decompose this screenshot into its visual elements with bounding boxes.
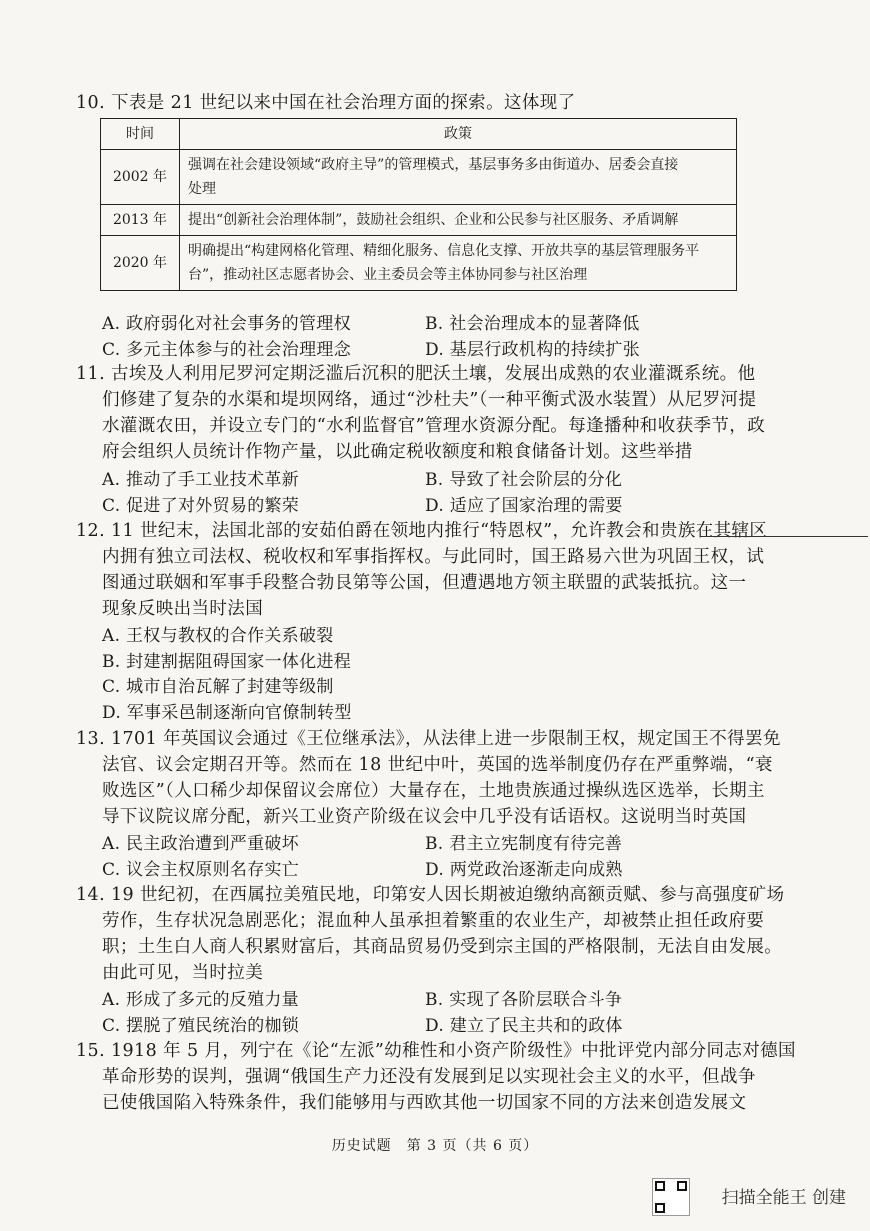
table-row [101,236,737,291]
q13-option-c: C. 议会主权原则名存实亡 [102,860,300,880]
q11-option-b: B. 导致了社会阶层的分化 [425,470,623,490]
q12-option-c: C. 城市自治瓦解了封建等级制 [102,677,334,697]
table-header-policy: 政策 [180,119,737,150]
q10-option-a: A. 政府弱化对社会事务的管理权 [102,314,351,334]
q14-stem-line: 劳作，生存状况急剧恶化；混血种人虽承担着繁重的农业生产，却被禁止担任政府要 [102,911,765,931]
table-cell-policy: 提出“创新社会治理体制”，鼓励社会组织、企业和公民参与社区服务、矛盾调解 [180,205,737,236]
q12-stem-line: 内拥有独立司法权、税收权和军事指挥权。与此同时，国王路易六世为巩固王权，试 [102,547,765,567]
q13-stem-line: 导下议院议席分配，新兴工业资产阶级在议会中几乎没有话语权。这说明当时英国 [102,807,747,827]
q10-option-c: C. 多元主体参与的社会治理理念 [102,340,352,360]
q10-option-b: B. 社会治理成本的显著降低 [425,314,640,334]
q12-option-b: B. 封建割据阻碍国家一体化进程 [102,652,352,672]
q14-option-c: C. 摆脱了殖民统治的枷锁 [102,1016,300,1036]
q12-option-d: D. 军事采邑制逐渐向官僚制转型 [102,703,352,723]
q13-option-d: D. 两党政治逐渐走向成熟 [425,860,623,880]
q13-stem-line: 法官、议会定期召开等。然而在 18 世纪中叶，英国的选举制度仍存在严重弊端，“衰 [102,755,773,775]
q13-option-b: B. 君主立宪制度有待完善 [425,834,623,854]
q14-option-d: D. 建立了民主共和的政体 [425,1016,623,1036]
table-cell-year: 2020 年 [101,236,180,291]
q14-stem-line: 14. 19 世纪初，在西属拉美殖民地，印第安人因长期被迫缴纳高额贡赋、参与高强度矿场 [76,885,785,905]
table-header-row [101,119,737,150]
q11-option-d: D. 适应了国家治理的需要 [425,496,623,516]
table-cell-year: 2002 年 [101,150,180,205]
page-footer: 历史试题 第 3 页（共 6 页） [331,1138,539,1154]
q15-stem-line: 已使俄国陷入特殊条件，我们能够用与西欧其他一切国家不同的方法来创造发展文 [102,1093,747,1113]
q12-stem-line: 图通过联姻和军事手段整合勃艮第等公国，但遭遇地方领主联盟的武装抵抗。这一 [102,573,747,593]
q12-option-a: A. 王权与教权的合作关系破裂 [102,626,334,646]
q12-stem-line: 12. 11 世纪末，法国北部的安茹伯爵在领地内推行“特恩权”，允许教会和贵族在其辖区 [76,521,768,541]
q10-option-d: D. 基层行政机构的持续扩张 [425,340,641,360]
q11-stem-line: 水灌溉农田，并设立专门的“水利监督官”管理水资源分配。每逢播种和收获季节，政 [102,416,766,436]
q14-stem-line: 由此可见，当时拉美 [102,963,264,983]
table-cell-year: 2013 年 [101,205,180,236]
policy-table [100,118,737,291]
table-row [101,205,737,236]
q11-stem-line: 府会组织人员统计作物产量，以此确定税收额度和粮食储备计划。这些举措 [102,442,693,462]
q15-stem-line: 15. 1918 年 5 月，列宁在《论“左派”幼稚性和小资产阶级性》中批评党内部分同志对德国 [76,1041,796,1061]
q11-option-c: C. 促进了对外贸易的繁荣 [102,496,300,516]
table-cell-policy: 强调在社会建设领域“政府主导”的管理模式，基层事务多由街道办、居委会直接 处理 [180,150,737,205]
table-header-time: 时间 [101,119,180,150]
q12-stem-line: 现象反映出当时法国 [102,599,264,619]
q14-option-b: B. 实现了各阶层联合斗争 [425,990,623,1010]
scanner-watermark: 扫描全能王 创建 [721,1188,846,1208]
scan-artifact-line [700,536,868,537]
table-cell-policy: 明确提出“构建网格化管理、精细化服务、信息化支撑、开放共享的基层管理服务平 台”，推动社区志愿者协会、业主委员会等主体协同参与社区治理 [180,236,737,291]
qr-code-icon [652,1178,690,1216]
q15-stem-line: 革命形势的误判，强调“俄国生产力还没有发展到足以实现社会主义的水平，但战争 [102,1067,756,1087]
q11-option-a: A. 推动了手工业技术革新 [102,470,299,490]
q13-option-a: A. 民主政治遭到严重破坏 [102,834,299,854]
q10-stem: 10. 下表是 21 世纪以来中国在社会治理方面的探索。这体现了 [76,93,576,113]
q14-option-a: A. 形成了多元的反殖力量 [102,990,299,1010]
q11-stem-line: 11. 古埃及人利用尼罗河定期泛滥后沉积的肥沃土壤，发展出成熟的农业灌溉系统。他 [76,364,756,384]
q13-stem-line: 败选区”（人口稀少却保留议会席位）大量存在，土地贵族通过操纵选区选举，长期主 [102,781,765,801]
q13-stem-line: 13. 1701 年英国议会通过《王位继承法》，从法律上进一步限制王权，规定国王不得罢免 [76,729,781,749]
table-row [101,150,737,205]
q11-stem-line: 们修建了复杂的水渠和堤坝网络，通过“沙杜夫”（一种平衡式汲水装置）从尼罗河提 [102,390,757,410]
q14-stem-line: 职；土生白人商人积累财富后，其商品贸易仍受到宗主国的严格限制，无法自由发展。 [102,937,783,957]
